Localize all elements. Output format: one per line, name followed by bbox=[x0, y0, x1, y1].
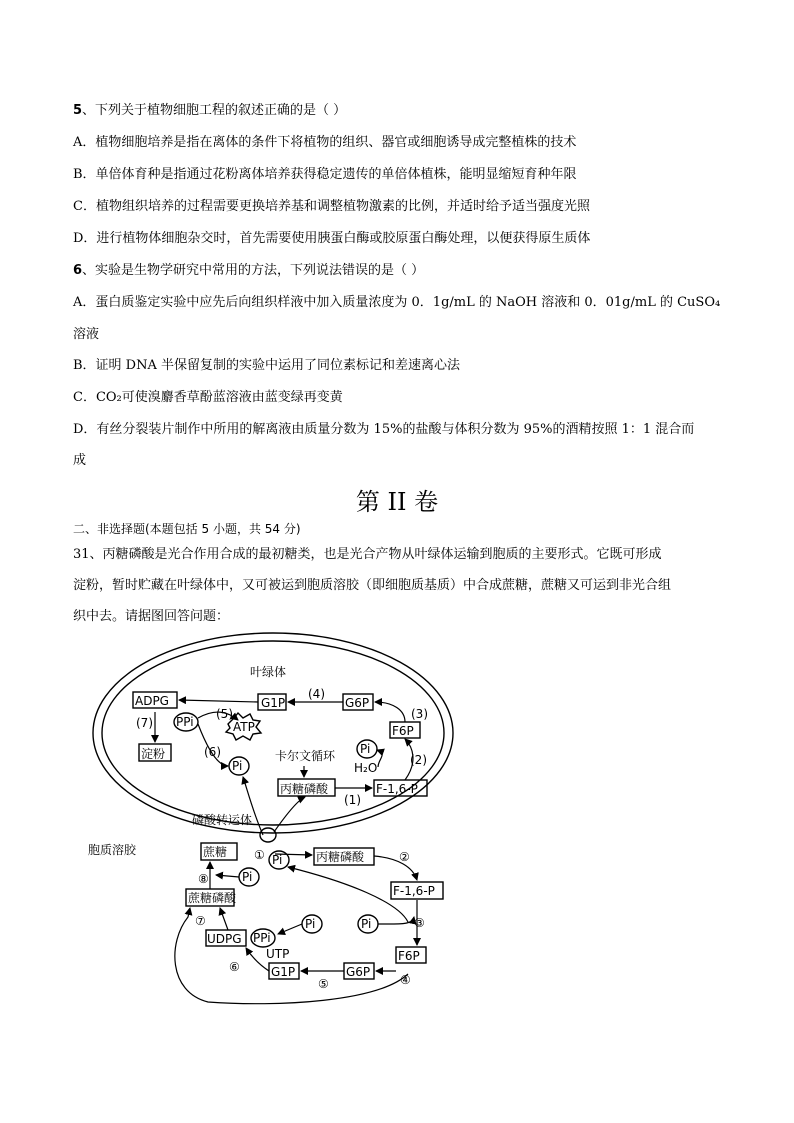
g1p-label-chloroplast: G1P bbox=[261, 696, 286, 710]
question-text: 、下列关于植物细胞工程的叙述正确的是（ ） bbox=[82, 103, 347, 118]
q31-line2: 淀粉，暂时贮藏在叶绿体中，又可被运到胞质溶胶（即细胞质基质）中合成蔗糖，蔗糖又可运到非光合组 bbox=[73, 578, 672, 593]
g6p-label-chloroplast: G6P bbox=[345, 696, 370, 710]
pi-label-chloroplast-2: Pi bbox=[360, 742, 371, 756]
transporter-label: 磷酸转运体 bbox=[192, 813, 253, 827]
q31-line3: 织中去。请据图回答问题： bbox=[73, 609, 230, 624]
step-1-label-chloroplast: (1) bbox=[344, 793, 361, 807]
f16p-label-chloroplast: F-1,6-P bbox=[376, 782, 418, 796]
f16p-label-cytosol: F-1,6-P bbox=[393, 884, 435, 898]
question-number: 5 bbox=[73, 103, 83, 118]
ppi-label-chloroplast: PPi bbox=[176, 715, 194, 729]
step-4-marker-cytosol: ④ bbox=[400, 973, 411, 987]
water-label: H₂O bbox=[354, 761, 378, 775]
triose-p-label-cytosol: 丙糖磷酸 bbox=[316, 850, 365, 864]
g6p-label-cytosol: G6P bbox=[346, 965, 371, 979]
question-text: 、实验是生物学研究中常用的方法，下列说法错误的是（ ） bbox=[82, 263, 425, 278]
step-7-marker-cytosol: ⑦ bbox=[195, 914, 206, 928]
pi-label-cytosol-1: Pi bbox=[272, 853, 283, 867]
q31-line1: 31、丙糖磷酸是光合作用合成的最初糖类，也是光合产物从叶绿体运输到胞质的主要形式。它既可形成 bbox=[73, 547, 662, 562]
triose-p-label-chloroplast: 丙糖磷酸 bbox=[280, 782, 329, 796]
q6-option-a-line2: 溶液 bbox=[73, 327, 100, 342]
q6-option-d-line2: 成 bbox=[73, 453, 87, 468]
f6p-label-cytosol: F6P bbox=[398, 949, 420, 963]
step-8-marker-cytosol: ⑧ bbox=[198, 872, 209, 886]
question-number: 6 bbox=[73, 263, 83, 278]
step-3-label-chloroplast: (3) bbox=[411, 707, 428, 721]
question-5-stem bbox=[73, 102, 346, 120]
q5-option-b: B．单倍体育种是指通过花粉离体培养获得稳定遗传的单倍体植株，能明显缩短育种年限 bbox=[73, 167, 577, 182]
chloroplast-label: 叶绿体 bbox=[250, 665, 287, 679]
starch-label: 淀粉 bbox=[141, 747, 166, 761]
step-7-label-chloroplast: (7) bbox=[136, 716, 153, 730]
cytosol-label: 胞质溶胶 bbox=[88, 843, 137, 857]
utp-label: UTP bbox=[266, 947, 290, 961]
step-5-label-chloroplast: (5) bbox=[216, 707, 233, 721]
pi-label-cytosol-2: Pi bbox=[242, 870, 253, 884]
step-6-marker-cytosol: ⑥ bbox=[229, 960, 240, 974]
adpg-label: ADPG bbox=[135, 694, 169, 708]
section-title: 第 II 卷 bbox=[355, 488, 439, 516]
f6p-label-chloroplast: F6P bbox=[392, 724, 414, 738]
udpg-label: UDPG bbox=[207, 932, 242, 946]
q6-option-a-line1: A．蛋白质鉴定实验中应先后向组织样液中加入质量浓度为 0．1g/mL 的 NaOH 溶液和 0．01g/mL 的 CuSO₄ bbox=[73, 295, 721, 310]
sucrose-label: 蔗糖 bbox=[203, 845, 228, 859]
pi-label-chloroplast-1: Pi bbox=[232, 759, 243, 773]
pi-label-cytosol-4: Pi bbox=[361, 917, 372, 931]
step-4-label-chloroplast: (4) bbox=[308, 687, 325, 701]
ppi-label-cytosol: PPi bbox=[253, 931, 271, 945]
step-3-marker-cytosol: ③ bbox=[414, 916, 425, 930]
q6-option-c: C．CO₂可使溴麝香草酚蓝溶液由蓝变绿再变黄 bbox=[73, 390, 343, 405]
part-heading: 二、非选择题(本题包括 5 小题，共 54 分) bbox=[73, 522, 301, 536]
step-2-marker-cytosol: ② bbox=[399, 850, 410, 864]
question-6-stem bbox=[73, 262, 424, 280]
q5-option-d: D．进行植物体细胞杂交时，首先需要使用胰蛋白酶或胶原蛋白酶处理，以便获得原生质体 bbox=[73, 231, 591, 246]
calvin-cycle-label: 卡尔文循环 bbox=[275, 749, 336, 763]
pi-label-cytosol-3: Pi bbox=[305, 917, 316, 931]
q5-option-a: A．植物细胞培养是指在离体的条件下将植物的组织、器官或细胞诱导成完整植株的技术 bbox=[73, 135, 577, 150]
sucrose-p-label: 蔗糖磷酸 bbox=[188, 891, 237, 905]
step-5-marker-cytosol: ⑤ bbox=[318, 977, 329, 991]
photosynthesis-diagram bbox=[78, 632, 478, 1012]
step-6-label-chloroplast: (6) bbox=[204, 745, 221, 759]
step-2-label-chloroplast: (2) bbox=[410, 753, 427, 767]
q5-option-c: C．植物组织培养的过程需要更换培养基和调整植物激素的比例，并适时给予适当强度光照 bbox=[73, 199, 590, 214]
q6-option-d-line1: D．有丝分裂装片制作中所用的解离液由质量分数为 15%的盐酸与体积分数为 95%的酒精按照 1：1 混合而 bbox=[73, 422, 695, 437]
q6-option-b: B．证明 DNA 半保留复制的实验中运用了同位素标记和差速离心法 bbox=[73, 358, 461, 373]
step-1-marker-cytosol: ① bbox=[254, 848, 265, 862]
g1p-label-cytosol: G1P bbox=[271, 965, 296, 979]
atp-label: ATP bbox=[233, 720, 255, 734]
